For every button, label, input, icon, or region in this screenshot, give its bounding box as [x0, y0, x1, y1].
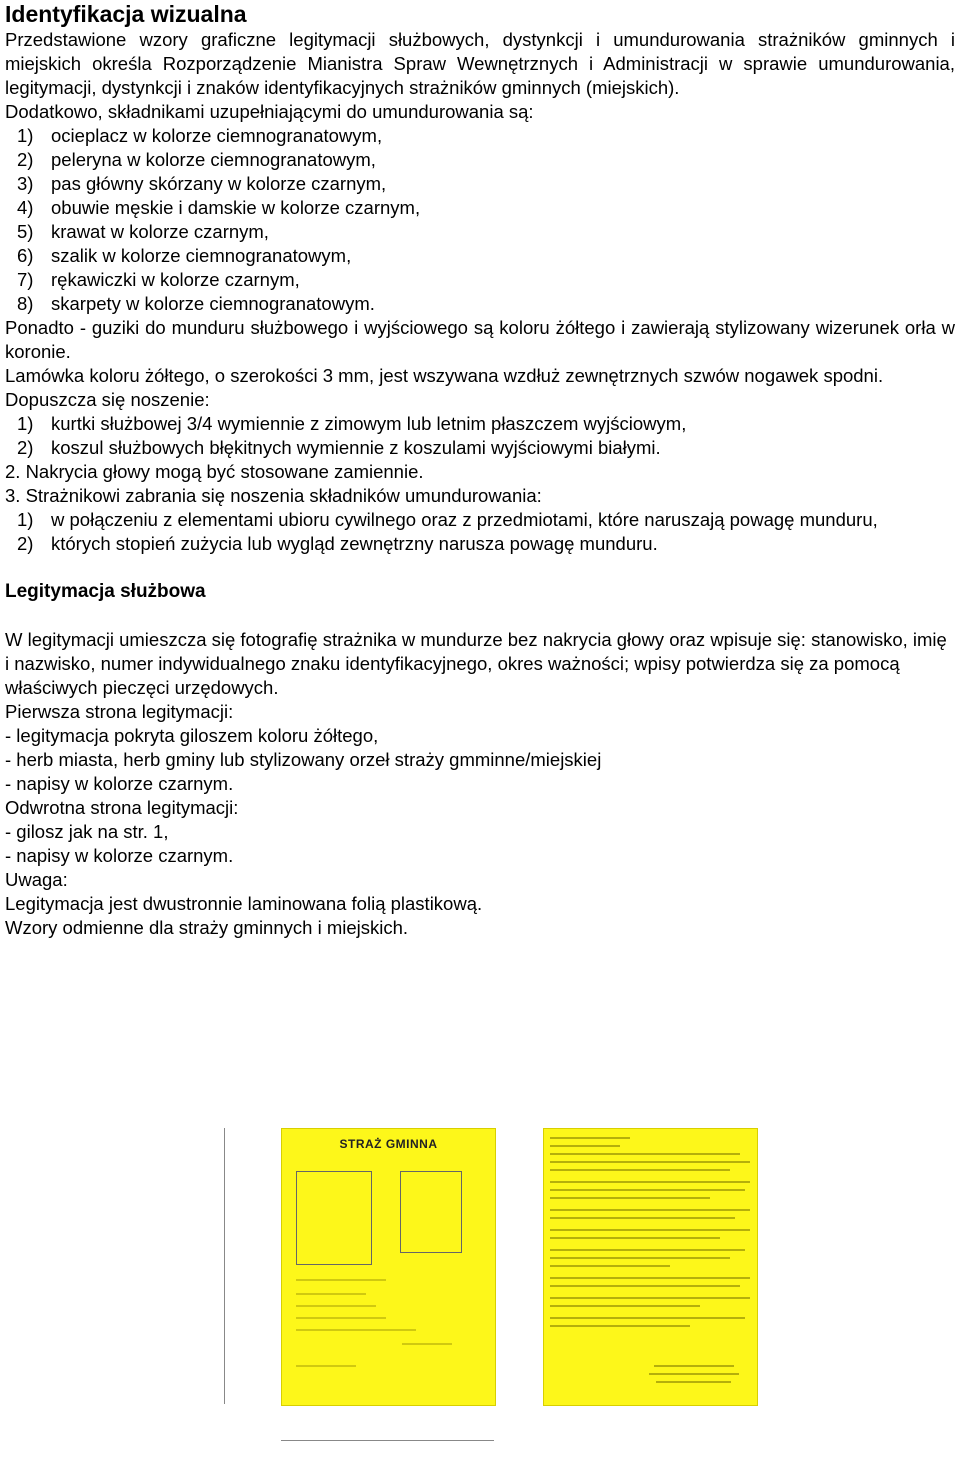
extra-heading: Dodatkowo, składnikami uzupełniającymi do umundurowania są:	[5, 101, 534, 122]
height-dimension-marker	[218, 1128, 232, 1404]
document-page	[5, 0, 955, 940]
list-item: 3) pas główny skórzany w kolorze czarnym,	[17, 173, 387, 194]
list-item: 6) szalik w kolorze ciemnogranatowym,	[17, 245, 352, 266]
list-item: 1) ocieplacz w kolorze ciemnogranatowym,	[17, 125, 383, 146]
front-item: - legitymacja pokryta giloszem koloru żółtego,	[5, 725, 379, 746]
list-item: 5) krawat w kolorze czarnym,	[17, 221, 269, 242]
card-title: STRAŻ GMINNA	[339, 1137, 438, 1151]
note-line: Legitymacja jest dwustronnie laminowana folią plastikową.	[5, 893, 483, 914]
id-card-figure	[0, 1120, 960, 1476]
intro-paragraph: Przedstawione wzory graficzne legitymacji służbowych, dystynkcji i umundurowania strażników gminnych i miejskich określa Rozporządzenie Mianistra Spraw Wewnętrznych i Administracji w sprawie umundurowania, legitymacji, dystynkcji i znaków identyfikacyjnych strażników gminnych (miejskich).	[5, 29, 955, 98]
photo-placeholder-right	[400, 1171, 462, 1253]
list-item: 2) peleryna w kolorze ciemnogranatowym,	[17, 149, 376, 170]
id-card-back-image	[543, 1128, 758, 1406]
stripe-paragraph: Lamówka koloru żółtego, o szerokości 3 mm, jest wszywana wzdłuż zewnętrznych szwów nogawek spodni.	[5, 365, 884, 386]
note-heading: Uwaga:	[5, 869, 68, 890]
point-2: 2. Nakrycia głowy mogą być stosowane zamiennie.	[5, 461, 424, 482]
buttons-paragraph: Ponadto - guziki do munduru służbowego i wyjściowego są koloru żółtego i zawierają stylizowany wizerunek orła w koronie.	[5, 317, 955, 362]
allowed-items-list	[5, 412, 955, 460]
front-item: - herb miasta, herb gminy lub stylizowany orzeł straży gmminne/miejskiej	[5, 749, 602, 770]
list-item: 1) kurtki służbowej 3/4 wymiennie z zimowym lub letnim płaszczem wyjściowym,	[17, 413, 687, 434]
front-item: - napisy w kolorze czarnym.	[5, 773, 234, 794]
list-item: 4) obuwie męskie i damskie w kolorze czarnym,	[17, 197, 421, 218]
list-item: 2) których stopień zużycia lub wygląd zewnętrzny narusza powagę munduru.	[17, 533, 658, 554]
back-heading: Odwrotna strona legitymacji:	[5, 797, 239, 818]
width-dimension-marker	[281, 1432, 494, 1448]
section-title-identyfikacja: Identyfikacja wizualna	[5, 1, 247, 27]
forbidden-items-list	[5, 508, 955, 556]
front-heading: Pierwsza strona legitymacji:	[5, 701, 234, 722]
section-title-legitymacja: Legitymacja służbowa	[5, 581, 206, 602]
allowed-heading: Dopuszcza się noszenie:	[5, 389, 210, 410]
note-line: Wzory odmienne dla straży gminnych i miejskich.	[5, 917, 409, 938]
list-item: 8) skarpety w kolorze ciemnogranatowym.	[17, 293, 375, 314]
back-item: - napisy w kolorze czarnym.	[5, 845, 234, 866]
extra-items-list	[5, 124, 955, 316]
list-item: 1) w połączeniu z elementami ubioru cywilnego oraz z przedmiotami, które naruszają powagę munduru,	[17, 509, 878, 530]
list-item: 7) rękawiczki w kolorze czarnym,	[17, 269, 300, 290]
photo-placeholder-left	[296, 1171, 372, 1265]
id-card-front-image	[281, 1128, 496, 1406]
back-item: - gilosz jak na str. 1,	[5, 821, 169, 842]
point-3: 3. Strażnikowi zabrania się noszenia składników umundurowania:	[5, 485, 542, 506]
list-item: 2) koszul służbowych błękitnych wymiennie z koszulami wyjściowymi białymi.	[17, 437, 661, 458]
legitymacja-paragraph: W legitymacji umieszcza się fotografię strażnika w mundurze bez nakrycia głowy oraz wpisuje się: stanowisko, imię i nazwisko, numer indywidualnego znaku identyfikacyjnego, okres ważności; wpisy potwierdza się za pomocą właściwych pieczęci urzędowych.	[5, 629, 947, 698]
